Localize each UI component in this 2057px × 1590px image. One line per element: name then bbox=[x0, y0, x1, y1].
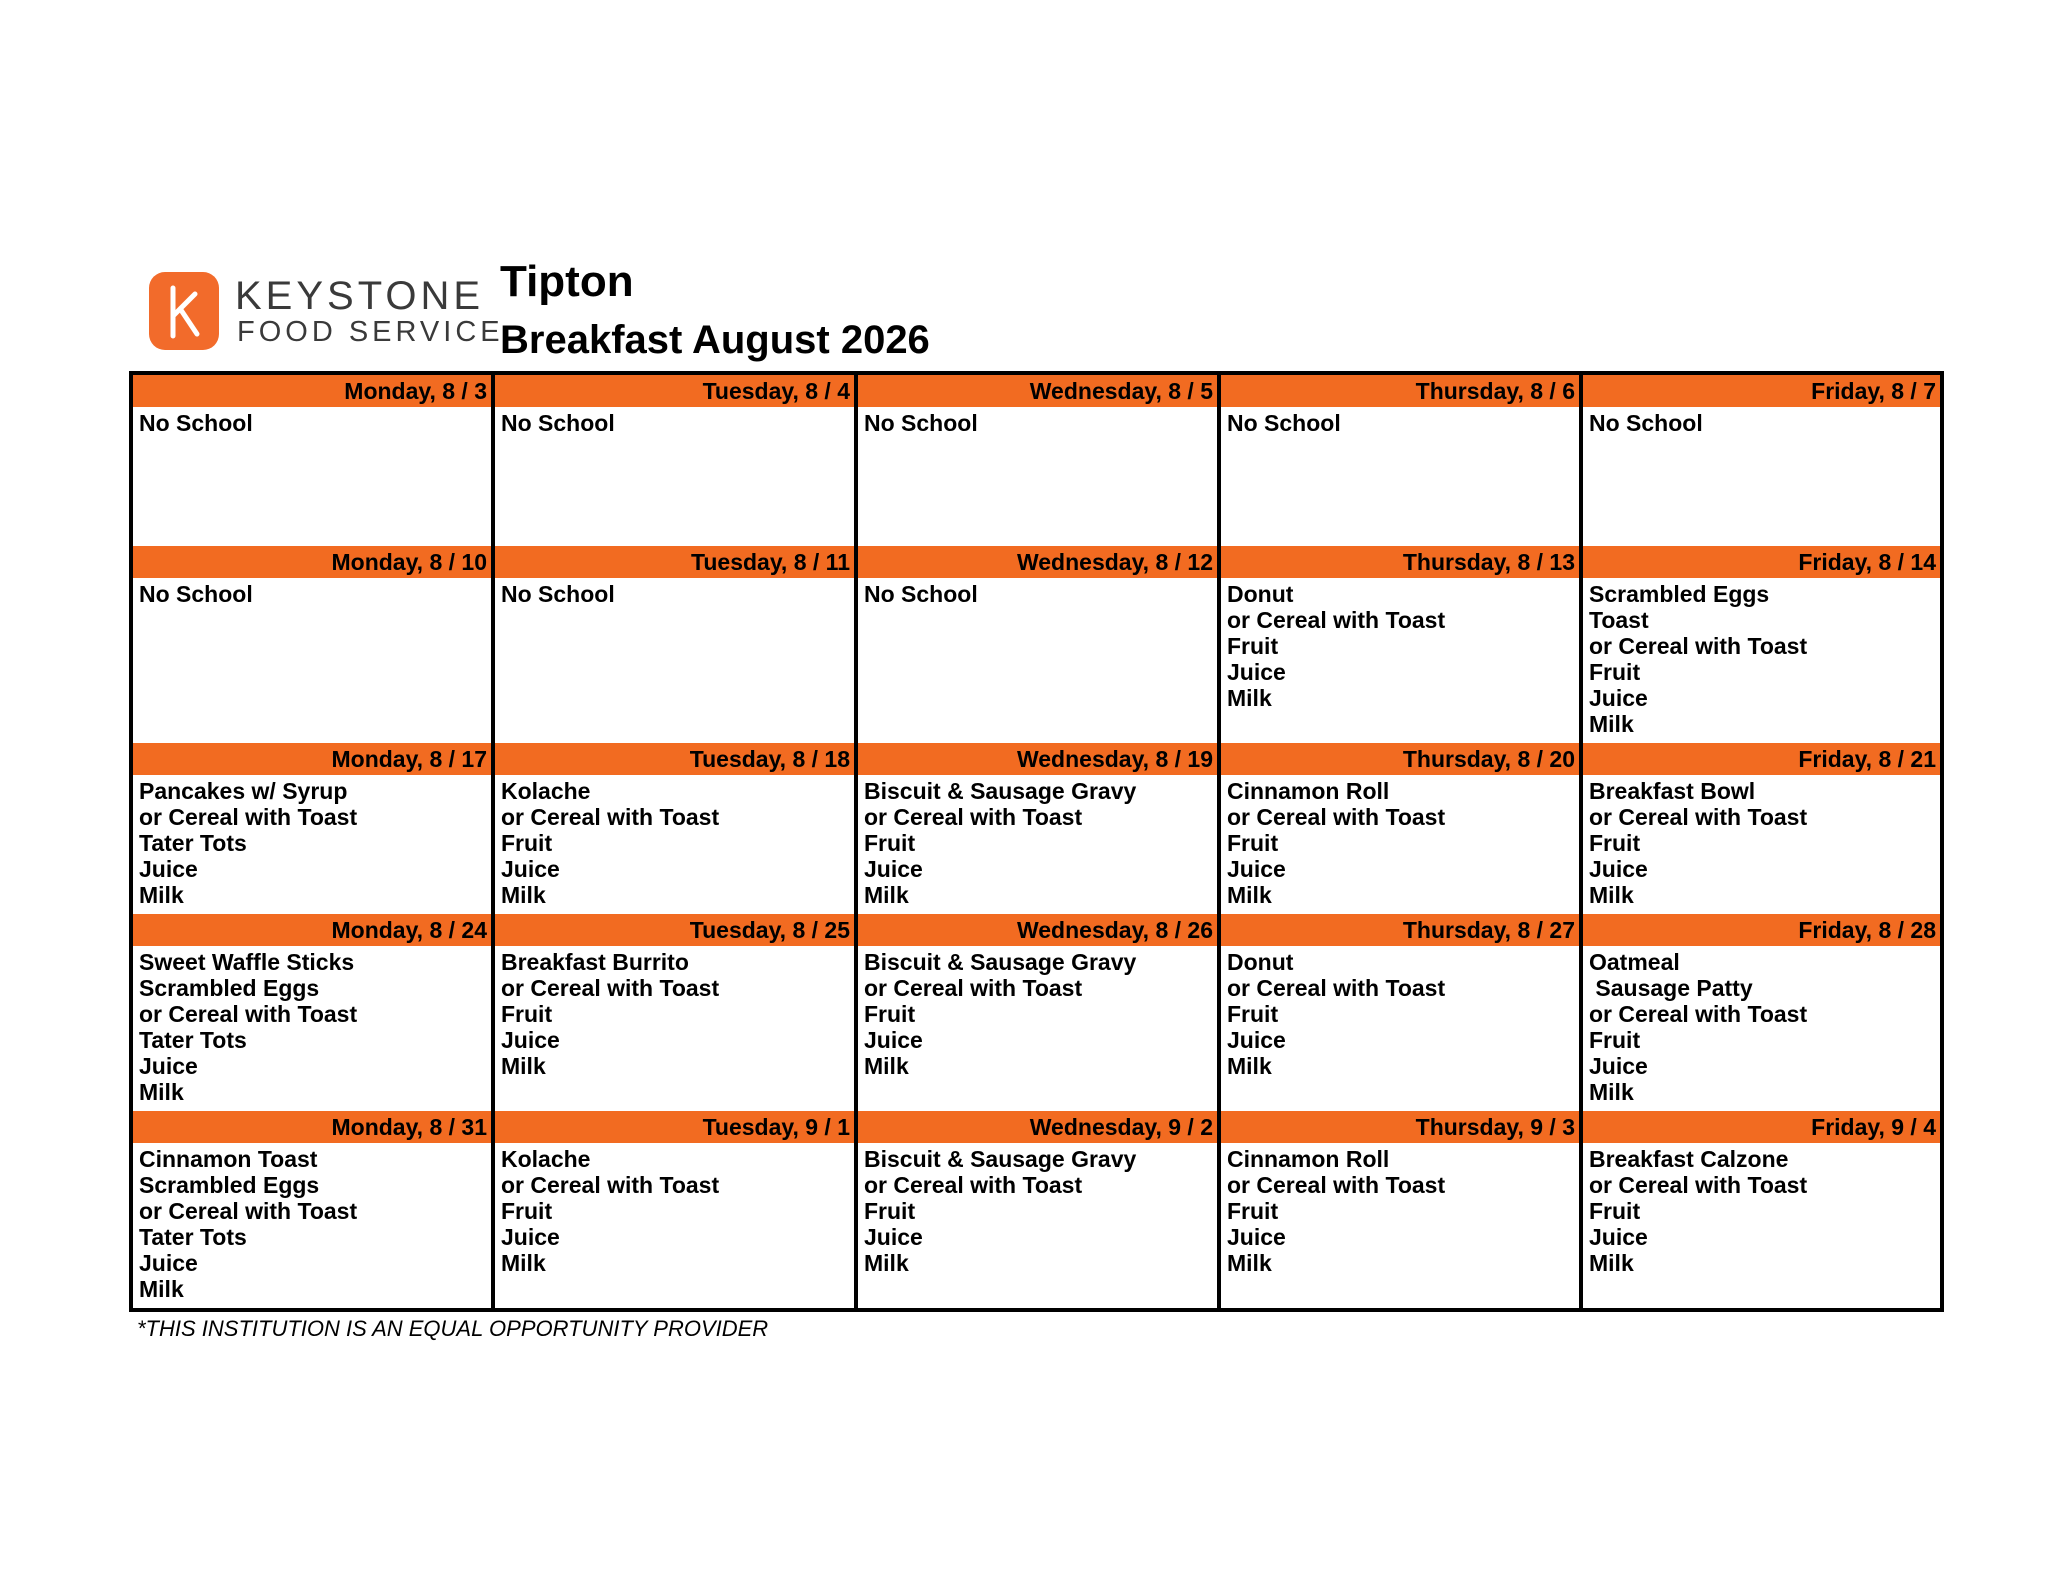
menu-item: Fruit bbox=[501, 830, 553, 856]
menu-items bbox=[495, 578, 854, 607]
menu-item: Juice bbox=[139, 856, 198, 882]
menu-item: Tater Tots bbox=[139, 830, 247, 856]
menu-item: Pancakes w/ Syrup bbox=[139, 778, 348, 804]
day-header: Tuesday, 8 / 11 bbox=[495, 546, 854, 578]
menu-item: or Cereal with Toast bbox=[139, 804, 358, 830]
menu-item: or Cereal with Toast bbox=[1589, 1172, 1808, 1198]
menu-item: Kolache bbox=[501, 1146, 591, 1172]
menu-items bbox=[1583, 946, 1940, 1105]
menu-item: Milk bbox=[139, 1276, 184, 1302]
menu-item: No School bbox=[501, 410, 615, 436]
menu-item: Fruit bbox=[501, 1198, 553, 1224]
menu-item: Fruit bbox=[1227, 633, 1279, 659]
menu-item: No School bbox=[864, 410, 978, 436]
menu-item: Juice bbox=[864, 1224, 923, 1250]
day-cell bbox=[858, 546, 1221, 743]
menu-items bbox=[133, 407, 491, 436]
day-header: Tuesday, 9 / 1 bbox=[495, 1111, 854, 1143]
menu-item: Fruit bbox=[1589, 830, 1641, 856]
menu-item: No School bbox=[139, 410, 253, 436]
menu-item: Toast bbox=[1589, 607, 1649, 633]
day-cell bbox=[495, 375, 858, 546]
menu-item: Milk bbox=[501, 1053, 546, 1079]
menu-item: Donut bbox=[1227, 949, 1294, 975]
menu-items bbox=[1583, 407, 1940, 436]
day-header: Tuesday, 8 / 18 bbox=[495, 743, 854, 775]
day-header: Monday, 8 / 10 bbox=[133, 546, 491, 578]
menu-item: Milk bbox=[1589, 1079, 1634, 1105]
menu-item: No School bbox=[139, 581, 253, 607]
menu-item: Tater Tots bbox=[139, 1027, 247, 1053]
day-cell bbox=[1221, 375, 1583, 546]
menu-item: Juice bbox=[139, 1053, 198, 1079]
day-header: Thursday, 8 / 27 bbox=[1221, 914, 1579, 946]
menu-items bbox=[1221, 775, 1579, 908]
logo-wordmark-line1: KEYSTONE bbox=[235, 274, 485, 318]
menu-calendar bbox=[129, 371, 1944, 1312]
menu-item: Milk bbox=[139, 1079, 184, 1105]
menu-item: Scrambled Eggs bbox=[139, 975, 320, 1001]
menu-item: or Cereal with Toast bbox=[501, 1172, 720, 1198]
day-cell bbox=[1583, 1111, 1940, 1308]
day-header: Monday, 8 / 17 bbox=[133, 743, 491, 775]
day-cell bbox=[133, 914, 495, 1111]
menu-item: Juice bbox=[1589, 1224, 1648, 1250]
day-header: Friday, 8 / 21 bbox=[1583, 743, 1940, 775]
menu-item: Juice bbox=[1589, 685, 1648, 711]
menu-item: Milk bbox=[139, 882, 184, 908]
menu-items bbox=[495, 775, 854, 908]
menu-item: Scrambled Eggs bbox=[139, 1172, 320, 1198]
day-header: Tuesday, 8 / 25 bbox=[495, 914, 854, 946]
menu-item: Fruit bbox=[1227, 1001, 1279, 1027]
menu-item: Milk bbox=[1589, 711, 1634, 737]
day-cell bbox=[133, 743, 495, 914]
menu-item: Fruit bbox=[864, 1001, 916, 1027]
day-header: Wednesday, 8 / 26 bbox=[858, 914, 1217, 946]
day-header: Thursday, 8 / 6 bbox=[1221, 375, 1579, 407]
menu-item: Breakfast Calzone bbox=[1589, 1146, 1789, 1172]
menu-items bbox=[1221, 578, 1579, 711]
menu-item: Biscuit & Sausage Gravy bbox=[864, 949, 1137, 975]
menu-item: Milk bbox=[1589, 1250, 1634, 1276]
menu-item: No School bbox=[1227, 410, 1341, 436]
school-name: Tipton bbox=[500, 257, 634, 306]
menu-item: Fruit bbox=[864, 1198, 916, 1224]
menu-item: Kolache bbox=[501, 778, 591, 804]
menu-item: or Cereal with Toast bbox=[501, 975, 720, 1001]
day-header: Friday, 8 / 28 bbox=[1583, 914, 1940, 946]
menu-item: Cinnamon Toast bbox=[139, 1146, 318, 1172]
menu-item: Oatmeal bbox=[1589, 949, 1680, 975]
menu-item: Milk bbox=[1227, 1250, 1272, 1276]
day-cell bbox=[858, 914, 1221, 1111]
menu-item: Juice bbox=[501, 1224, 560, 1250]
day-header: Friday, 8 / 7 bbox=[1583, 375, 1940, 407]
menu-title: Breakfast August 2026 bbox=[500, 318, 930, 362]
menu-item: Milk bbox=[1227, 882, 1272, 908]
menu-item: Juice bbox=[1589, 856, 1648, 882]
menu-item: or Cereal with Toast bbox=[501, 804, 720, 830]
menu-item: Fruit bbox=[1227, 830, 1279, 856]
menu-item: Biscuit & Sausage Gravy bbox=[864, 778, 1137, 804]
menu-item: or Cereal with Toast bbox=[1227, 1172, 1446, 1198]
menu-items bbox=[495, 407, 854, 436]
logo-wordmark-line2: FOOD SERVICE bbox=[237, 316, 504, 348]
menu-item: Breakfast Bowl bbox=[1589, 778, 1756, 804]
menu-item: or Cereal with Toast bbox=[1589, 1001, 1808, 1027]
menu-item: Milk bbox=[1589, 882, 1634, 908]
day-cell bbox=[1221, 1111, 1583, 1308]
menu-item: Juice bbox=[1227, 856, 1286, 882]
day-cell bbox=[1221, 914, 1583, 1111]
menu-item: No School bbox=[501, 581, 615, 607]
menu-item: Milk bbox=[864, 1053, 909, 1079]
day-cell bbox=[1221, 743, 1583, 914]
menu-items bbox=[495, 946, 854, 1079]
day-cell bbox=[1583, 743, 1940, 914]
menu-item: or Cereal with Toast bbox=[1589, 804, 1808, 830]
day-cell bbox=[495, 743, 858, 914]
menu-item: Cinnamon Roll bbox=[1227, 778, 1390, 804]
menu-items bbox=[858, 775, 1217, 908]
week-row bbox=[133, 743, 1940, 914]
menu-item: Scrambled Eggs bbox=[1589, 581, 1770, 607]
day-header: Thursday, 8 / 13 bbox=[1221, 546, 1579, 578]
menu-item: Milk bbox=[1227, 1053, 1272, 1079]
menu-item: Biscuit & Sausage Gravy bbox=[864, 1146, 1137, 1172]
footnote: *THIS INSTITUTION IS AN EQUAL OPPORTUNITY PROVIDER bbox=[137, 1316, 769, 1341]
day-cell bbox=[495, 914, 858, 1111]
day-header: Thursday, 8 / 20 bbox=[1221, 743, 1579, 775]
menu-item: Juice bbox=[1227, 659, 1286, 685]
menu-item: or Cereal with Toast bbox=[139, 1001, 358, 1027]
menu-item: Juice bbox=[1227, 1027, 1286, 1053]
menu-items bbox=[133, 578, 491, 607]
menu-item: or Cereal with Toast bbox=[1227, 607, 1446, 633]
menu-items bbox=[133, 775, 491, 908]
week-row bbox=[133, 375, 1940, 546]
menu-items bbox=[1583, 775, 1940, 908]
day-cell bbox=[1583, 546, 1940, 743]
menu-items bbox=[133, 1143, 491, 1302]
menu-item: Cinnamon Roll bbox=[1227, 1146, 1390, 1172]
menu-item: Juice bbox=[1227, 1224, 1286, 1250]
day-header: Wednesday, 8 / 19 bbox=[858, 743, 1217, 775]
week-row bbox=[133, 546, 1940, 743]
menu-item: or Cereal with Toast bbox=[1589, 633, 1808, 659]
day-header: Monday, 8 / 24 bbox=[133, 914, 491, 946]
day-cell bbox=[858, 743, 1221, 914]
menu-items bbox=[1221, 407, 1579, 436]
menu-item: Fruit bbox=[1589, 659, 1641, 685]
menu-item: Juice bbox=[1589, 1053, 1648, 1079]
menu-item: No School bbox=[1589, 410, 1703, 436]
menu-item: Sweet Waffle Sticks bbox=[139, 949, 355, 975]
menu-item: or Cereal with Toast bbox=[1227, 804, 1446, 830]
day-cell bbox=[495, 1111, 858, 1308]
menu-items bbox=[858, 1143, 1217, 1276]
menu-item: Juice bbox=[501, 856, 560, 882]
day-cell bbox=[1221, 546, 1583, 743]
menu-item: or Cereal with Toast bbox=[864, 1172, 1083, 1198]
menu-item: or Cereal with Toast bbox=[864, 975, 1083, 1001]
day-header: Wednesday, 8 / 5 bbox=[858, 375, 1217, 407]
week-row bbox=[133, 914, 1940, 1111]
menu-items bbox=[1221, 946, 1579, 1079]
menu-item: Milk bbox=[1227, 685, 1272, 711]
day-cell bbox=[858, 375, 1221, 546]
day-header: Thursday, 9 / 3 bbox=[1221, 1111, 1579, 1143]
menu-item: Milk bbox=[501, 882, 546, 908]
keystone-k-icon bbox=[149, 272, 219, 350]
menu-item: Juice bbox=[501, 1027, 560, 1053]
day-header: Monday, 8 / 3 bbox=[133, 375, 491, 407]
menu-item: Fruit bbox=[864, 830, 916, 856]
day-cell bbox=[1583, 375, 1940, 546]
menu-item: Juice bbox=[864, 1027, 923, 1053]
day-header: Friday, 8 / 14 bbox=[1583, 546, 1940, 578]
menu-item: Fruit bbox=[1589, 1198, 1641, 1224]
menu-item: or Cereal with Toast bbox=[139, 1198, 358, 1224]
menu-items bbox=[858, 946, 1217, 1079]
menu-item: Milk bbox=[864, 1250, 909, 1276]
menu-items bbox=[133, 946, 491, 1105]
menu-item: Juice bbox=[864, 856, 923, 882]
keystone-logo bbox=[149, 270, 504, 352]
day-header: Wednesday, 9 / 2 bbox=[858, 1111, 1217, 1143]
menu-item: or Cereal with Toast bbox=[864, 804, 1083, 830]
week-row bbox=[133, 1111, 1940, 1308]
day-header: Wednesday, 8 / 12 bbox=[858, 546, 1217, 578]
menu-items bbox=[1583, 1143, 1940, 1276]
menu-item: Donut bbox=[1227, 581, 1294, 607]
day-cell bbox=[133, 546, 495, 743]
menu-items bbox=[858, 578, 1217, 607]
menu-item: Tater Tots bbox=[139, 1224, 247, 1250]
day-cell bbox=[133, 1111, 495, 1308]
menu-item: Milk bbox=[501, 1250, 546, 1276]
day-header: Monday, 8 / 31 bbox=[133, 1111, 491, 1143]
day-cell bbox=[133, 375, 495, 546]
day-header: Friday, 9 / 4 bbox=[1583, 1111, 1940, 1143]
menu-item: Milk bbox=[864, 882, 909, 908]
menu-items bbox=[495, 1143, 854, 1276]
menu-item: or Cereal with Toast bbox=[1227, 975, 1446, 1001]
menu-item: Juice bbox=[139, 1250, 198, 1276]
day-header: Tuesday, 8 / 4 bbox=[495, 375, 854, 407]
menu-item: Fruit bbox=[1589, 1027, 1641, 1053]
menu-item: Fruit bbox=[1227, 1198, 1279, 1224]
menu-item: Fruit bbox=[501, 1001, 553, 1027]
menu-item: Sausage Patty bbox=[1589, 975, 1753, 1001]
day-cell bbox=[858, 1111, 1221, 1308]
day-cell bbox=[495, 546, 858, 743]
menu-item: Breakfast Burrito bbox=[501, 949, 689, 975]
menu-items bbox=[858, 407, 1217, 436]
menu-item: No School bbox=[864, 581, 978, 607]
day-cell bbox=[1583, 914, 1940, 1111]
menu-items bbox=[1583, 578, 1940, 737]
menu-items bbox=[1221, 1143, 1579, 1276]
